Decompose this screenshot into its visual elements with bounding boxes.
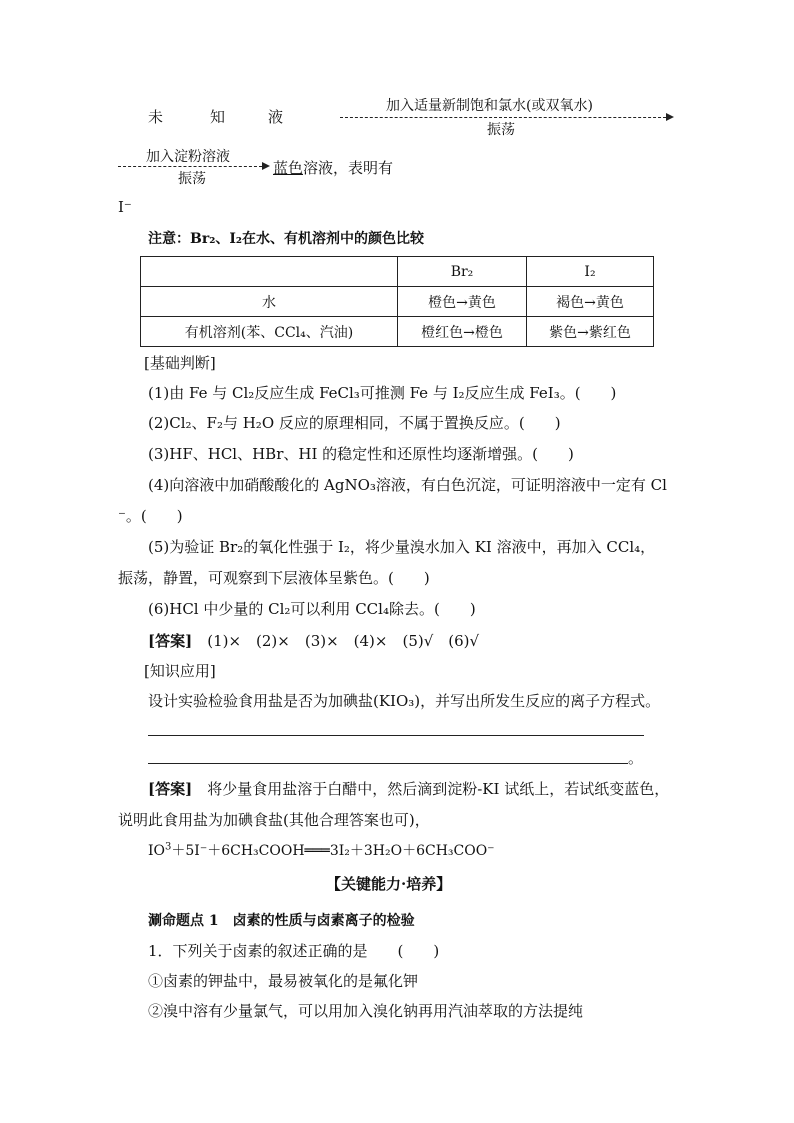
flow-arrow-1-head — [666, 113, 674, 121]
flow-arrow-2-line — [118, 166, 262, 167]
section-title: 【关键能力·培养】 — [326, 875, 452, 893]
table-row — [141, 317, 654, 347]
flow-result — [273, 157, 393, 178]
flow-ion: I⁻ — [118, 198, 132, 216]
apply-answer-line-2: 说明此食用盐为加碘食盐(其他合理答案也可)， — [118, 811, 430, 829]
basic-item-6: (6)HCl 中少量的 Cl₂可以利用 CCl₄除去。( ) — [148, 600, 476, 618]
table-cell: 橙红色→橙色 — [398, 317, 527, 347]
question-1-option-1: ①卤素的钾盐中，最易被氧化的是氟化钾 — [148, 972, 419, 990]
basic-answer — [148, 630, 479, 651]
flow-result-text: 溶液，表明有 — [303, 159, 394, 177]
flow-step1-condition-top: 加入适量新制饱和氯水(或双氧水) — [386, 98, 593, 114]
flow-start-char-3: 液 — [268, 108, 284, 126]
apply-answer-label: [答案] — [148, 780, 193, 798]
question-1: 1．下列关于卤素的叙述正确的是 ( ) — [148, 942, 440, 960]
equation-part-b: ＋5I⁻＋6CH₃COOH═══3I₂＋3H₂O＋6CH₃COO⁻ — [171, 843, 495, 859]
basic-item-4-cont: ⁻。( ) — [118, 507, 183, 525]
basic-heading: [基础判断] — [144, 354, 216, 372]
basic-item-2: (2)Cl₂、F₂与 H₂O 反应的原理相同，不属于置换反应。( ) — [148, 414, 561, 432]
flow-step1-condition-bottom: 振荡 — [487, 122, 515, 138]
apply-heading: [知识应用] — [144, 662, 216, 680]
basic-answer-label: [答案] — [148, 632, 193, 650]
table-cell: 紫色→紫红色 — [527, 317, 654, 347]
basic-answer-text: (1)× (2)× (3)× (4)× (5)√ (6)√ — [207, 632, 480, 650]
flow-result-keyword: 蓝色 — [273, 159, 304, 177]
flow-arrow-2-head — [262, 162, 270, 170]
table-cell: 水 — [141, 287, 398, 317]
color-comparison-table — [140, 256, 654, 347]
table-cell: 褐色→黄色 — [527, 287, 654, 317]
basic-item-5-cont: 振荡，静置，可观察到下层液体呈紫色。( ) — [118, 569, 430, 587]
table-header-cell: I₂ — [527, 257, 654, 287]
apply-answer-line-1 — [148, 778, 669, 799]
flow-start-char-1: 未 — [148, 108, 164, 126]
note-title: 注意：Br₂、I₂在水、有机溶剂中的颜色比较 — [148, 231, 425, 247]
equation-part-a: IO — [148, 843, 166, 859]
section-topic: 涮命题点 1 卤素的性质与卤素离子的检验 — [148, 913, 415, 929]
basic-item-4: (4)向溶液中加硝酸酸化的 AgNO₃溶液，有白色沉淀，可证明溶液中一定有 Cl — [148, 476, 667, 494]
apply-answer-text-1: 将少量食用盐溶于白醋中，然后滴到淀粉-KI 试纸上，若试纸变蓝色， — [207, 780, 670, 798]
table-row — [141, 287, 654, 317]
flow-start-char-2: 知 — [210, 108, 226, 126]
answer-blank-line-1 — [148, 735, 644, 736]
answer-blank-period: 。 — [628, 749, 644, 767]
table-header-cell — [141, 257, 398, 287]
table-cell: 有机溶剂(苯、CCl₄、汽油) — [141, 317, 398, 347]
basic-item-3: (3)HF、HCl、HBr、HI 的稳定性和还原性均逐渐增强。( ) — [148, 445, 574, 463]
flow-step2-condition-top: 加入淀粉溶液 — [146, 149, 230, 165]
equation-superscript: 3 — [165, 841, 172, 853]
table-header-cell: Br₂ — [398, 257, 527, 287]
flow-arrow-1-line — [340, 117, 666, 118]
table-cell: 橙色→黄色 — [398, 287, 527, 317]
answer-blank-line-2 — [148, 763, 628, 764]
apply-question: 设计实验检验食用盐是否为加碘盐(KIO₃)，并写出所发生反应的离子方程式。 — [148, 692, 661, 710]
flow-step2-condition-bottom: 振荡 — [178, 171, 206, 187]
question-1-option-2: ②溴中溶有少量氯气，可以用加入溴化钠再用汽油萃取的方法提纯 — [148, 1002, 584, 1020]
ionic-equation — [148, 840, 495, 860]
basic-item-1: (1)由 Fe 与 Cl₂反应生成 FeCl₃可推测 Fe 与 I₂反应生成 FeI₃。( ) — [148, 384, 617, 402]
basic-item-5: (5)为验证 Br₂的氧化性强于 I₂，将少量溴水加入 KI 溶液中，再加入 CCl₄， — [148, 538, 656, 556]
table-header-row — [141, 257, 654, 287]
